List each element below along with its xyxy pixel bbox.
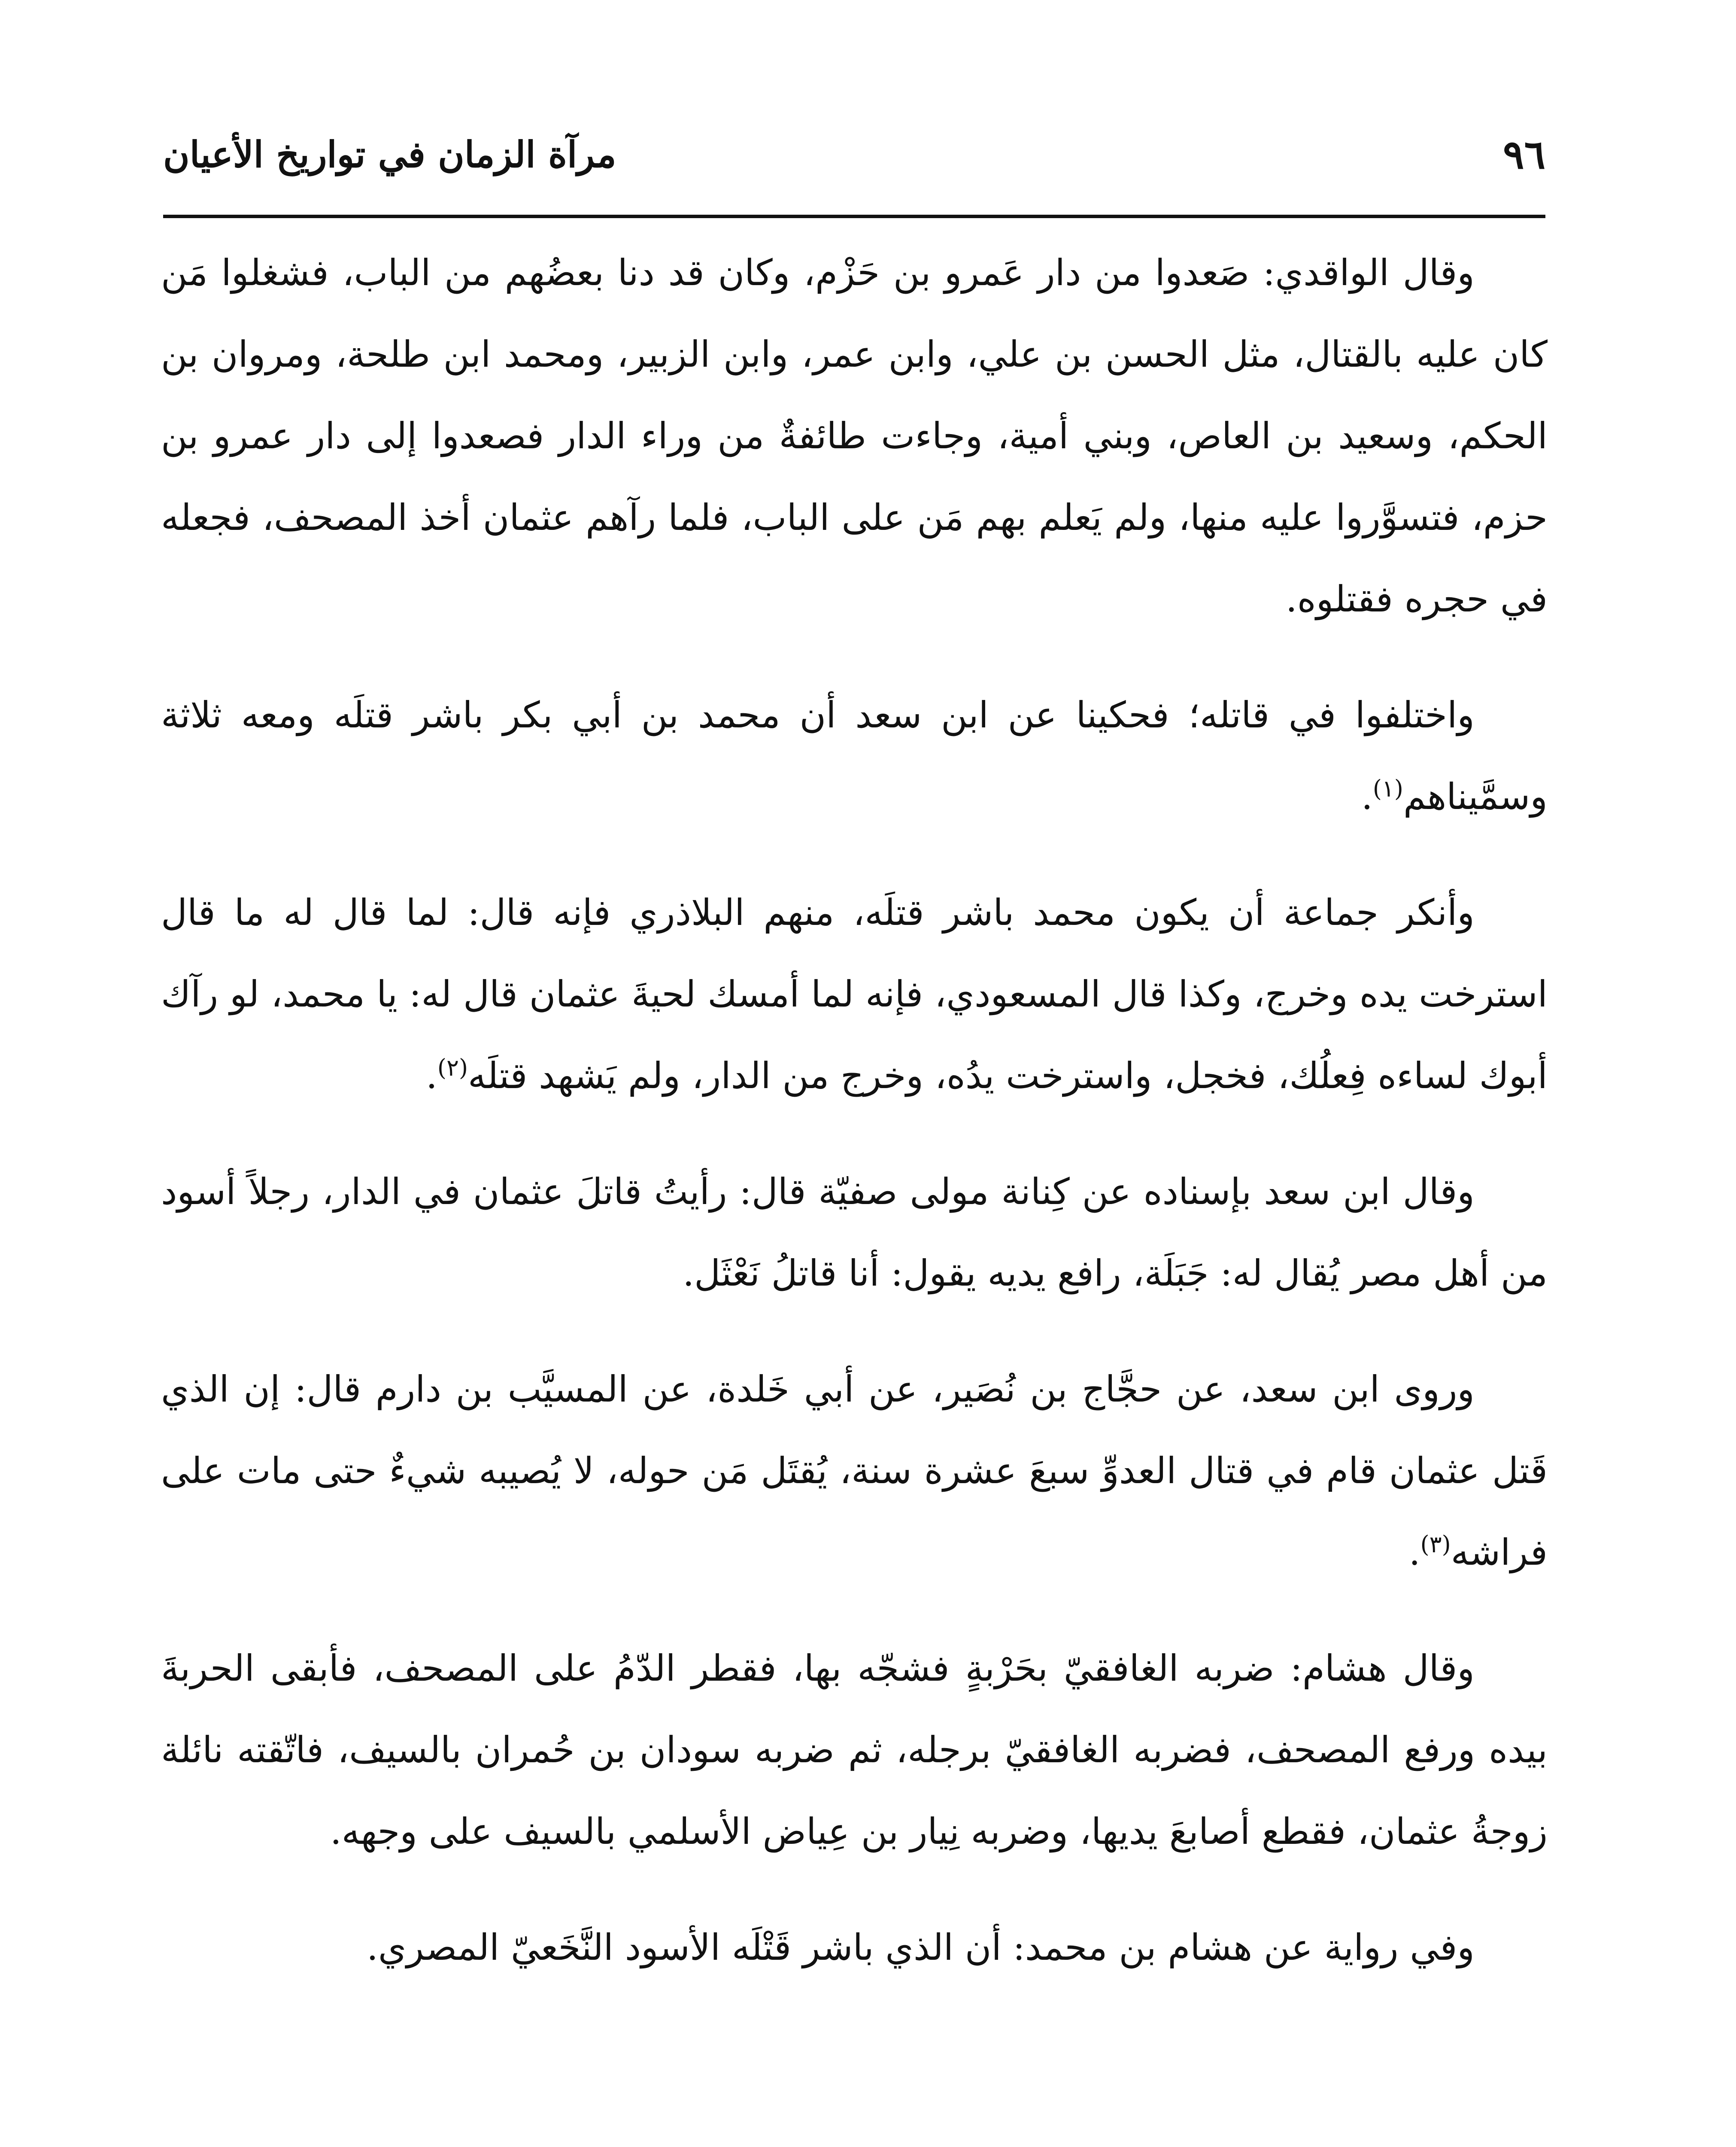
paragraph	[161, 1348, 1548, 1593]
paragraph-text: وروى ابن سعد، عن حجَّاج بن نُصَير، عن أبي خَلدة، عن المسيَّب بن دارم قال: إن الذي قَتل عثمان قام في قتال العدوِّ سبعَ عشرة سنة، يُقتَل مَن حوله، لا يُصيبه شيءٌ حتى مات على فراشه	[161, 1368, 1548, 1573]
paragraph-text: واختلفوا في قاتله؛ فحكينا عن ابن سعد أن محمد بن أبي بكر باشر قتلَه ومعه ثلاثة وسمَّيناهم	[161, 694, 1548, 818]
paragraph	[161, 1151, 1548, 1314]
main-text	[161, 232, 1548, 1988]
paragraph	[161, 232, 1548, 640]
paragraph	[161, 872, 1548, 1116]
paragraph-text: وقال هشام: ضربه الغافقيّ بحَرْبةٍ فشجّه بها، فقطر الدّمُ على المصحف، فأبقى الحربةَ بيده ورفع المصحف، فضربه الغافقيّ برجله، ثم ضربه سودان بن حُمران بالسيف، فاتّقته نائلة زوجةُ عثمان، فقطع أصابعَ يديها، وضربه نِيار بن عِياض الأسلمي بالسيف على وجهه.	[161, 1647, 1548, 1852]
paragraph-end: .	[1361, 775, 1373, 818]
footnote-marker: (٣)	[1420, 1531, 1451, 1558]
paragraph-end: .	[1408, 1531, 1420, 1573]
paragraph-text: وقال ابن سعد بإسناده عن كِنانة مولى صفيّة قال: رأيتُ قاتلَ عثمان في الدار، رجلاً أسود من أهل مصر يُقال له: جَبَلَة، رافع يديه يقول: أنا قاتلُ نَعْثَل.	[161, 1171, 1548, 1294]
running-header	[163, 122, 1545, 187]
paragraph-text: وقال الواقدي: صَعدوا من دار عَمرو بن حَزْم، وكان قد دنا بعضُهم من الباب، فشغلوا مَن كان عليه بالقتال، مثل الحسن بن علي، وابن عمر، وابن الزبير، ومحمد ابن طلحة، ومروان بن الحكم، وسعيد بن العاص، وبني أمية، وجاءت طائفةٌ من وراء الدار فصعدوا إلى دار عمرو بن حزم، فتسوَّروا عليه منها، ولم يَعلم بهم مَن على الباب، فلما رآهم عثمان أخذ المصحف، فجعله في حجره فقتلوه.	[161, 252, 1548, 620]
running-title: مرآة الزمان في تواريخ الأعيان	[163, 133, 616, 176]
footnote-marker: (١)	[1372, 775, 1403, 802]
paragraph	[161, 1907, 1548, 1988]
page-number: ٩٦	[1503, 131, 1545, 178]
paragraph	[161, 1627, 1548, 1872]
paragraph-end: .	[426, 1055, 437, 1097]
header-divider	[163, 215, 1545, 218]
footnote-marker: (٢)	[437, 1054, 468, 1081]
paragraph-text: وأنكر جماعة أن يكون محمد باشر قتلَه، منهم البلاذري فإنه قال: لما قال له ما قال استرخت يده وخرج، وكذا قال المسعودي، فإنه لما أمسك لحيةَ عثمان قال له: يا محمد، لو رآك أبوك لساءه فِعلُك، فخجل، واسترخت يدُه، وخرج من الدار، ولم يَشهد قتلَه	[161, 891, 1548, 1097]
paragraph-text: وفي رواية عن هشام بن محمد: أن الذي باشر قَتْلَه الأسود النَّخَعيّ المصري.	[367, 1926, 1475, 1968]
paragraph	[161, 674, 1548, 837]
